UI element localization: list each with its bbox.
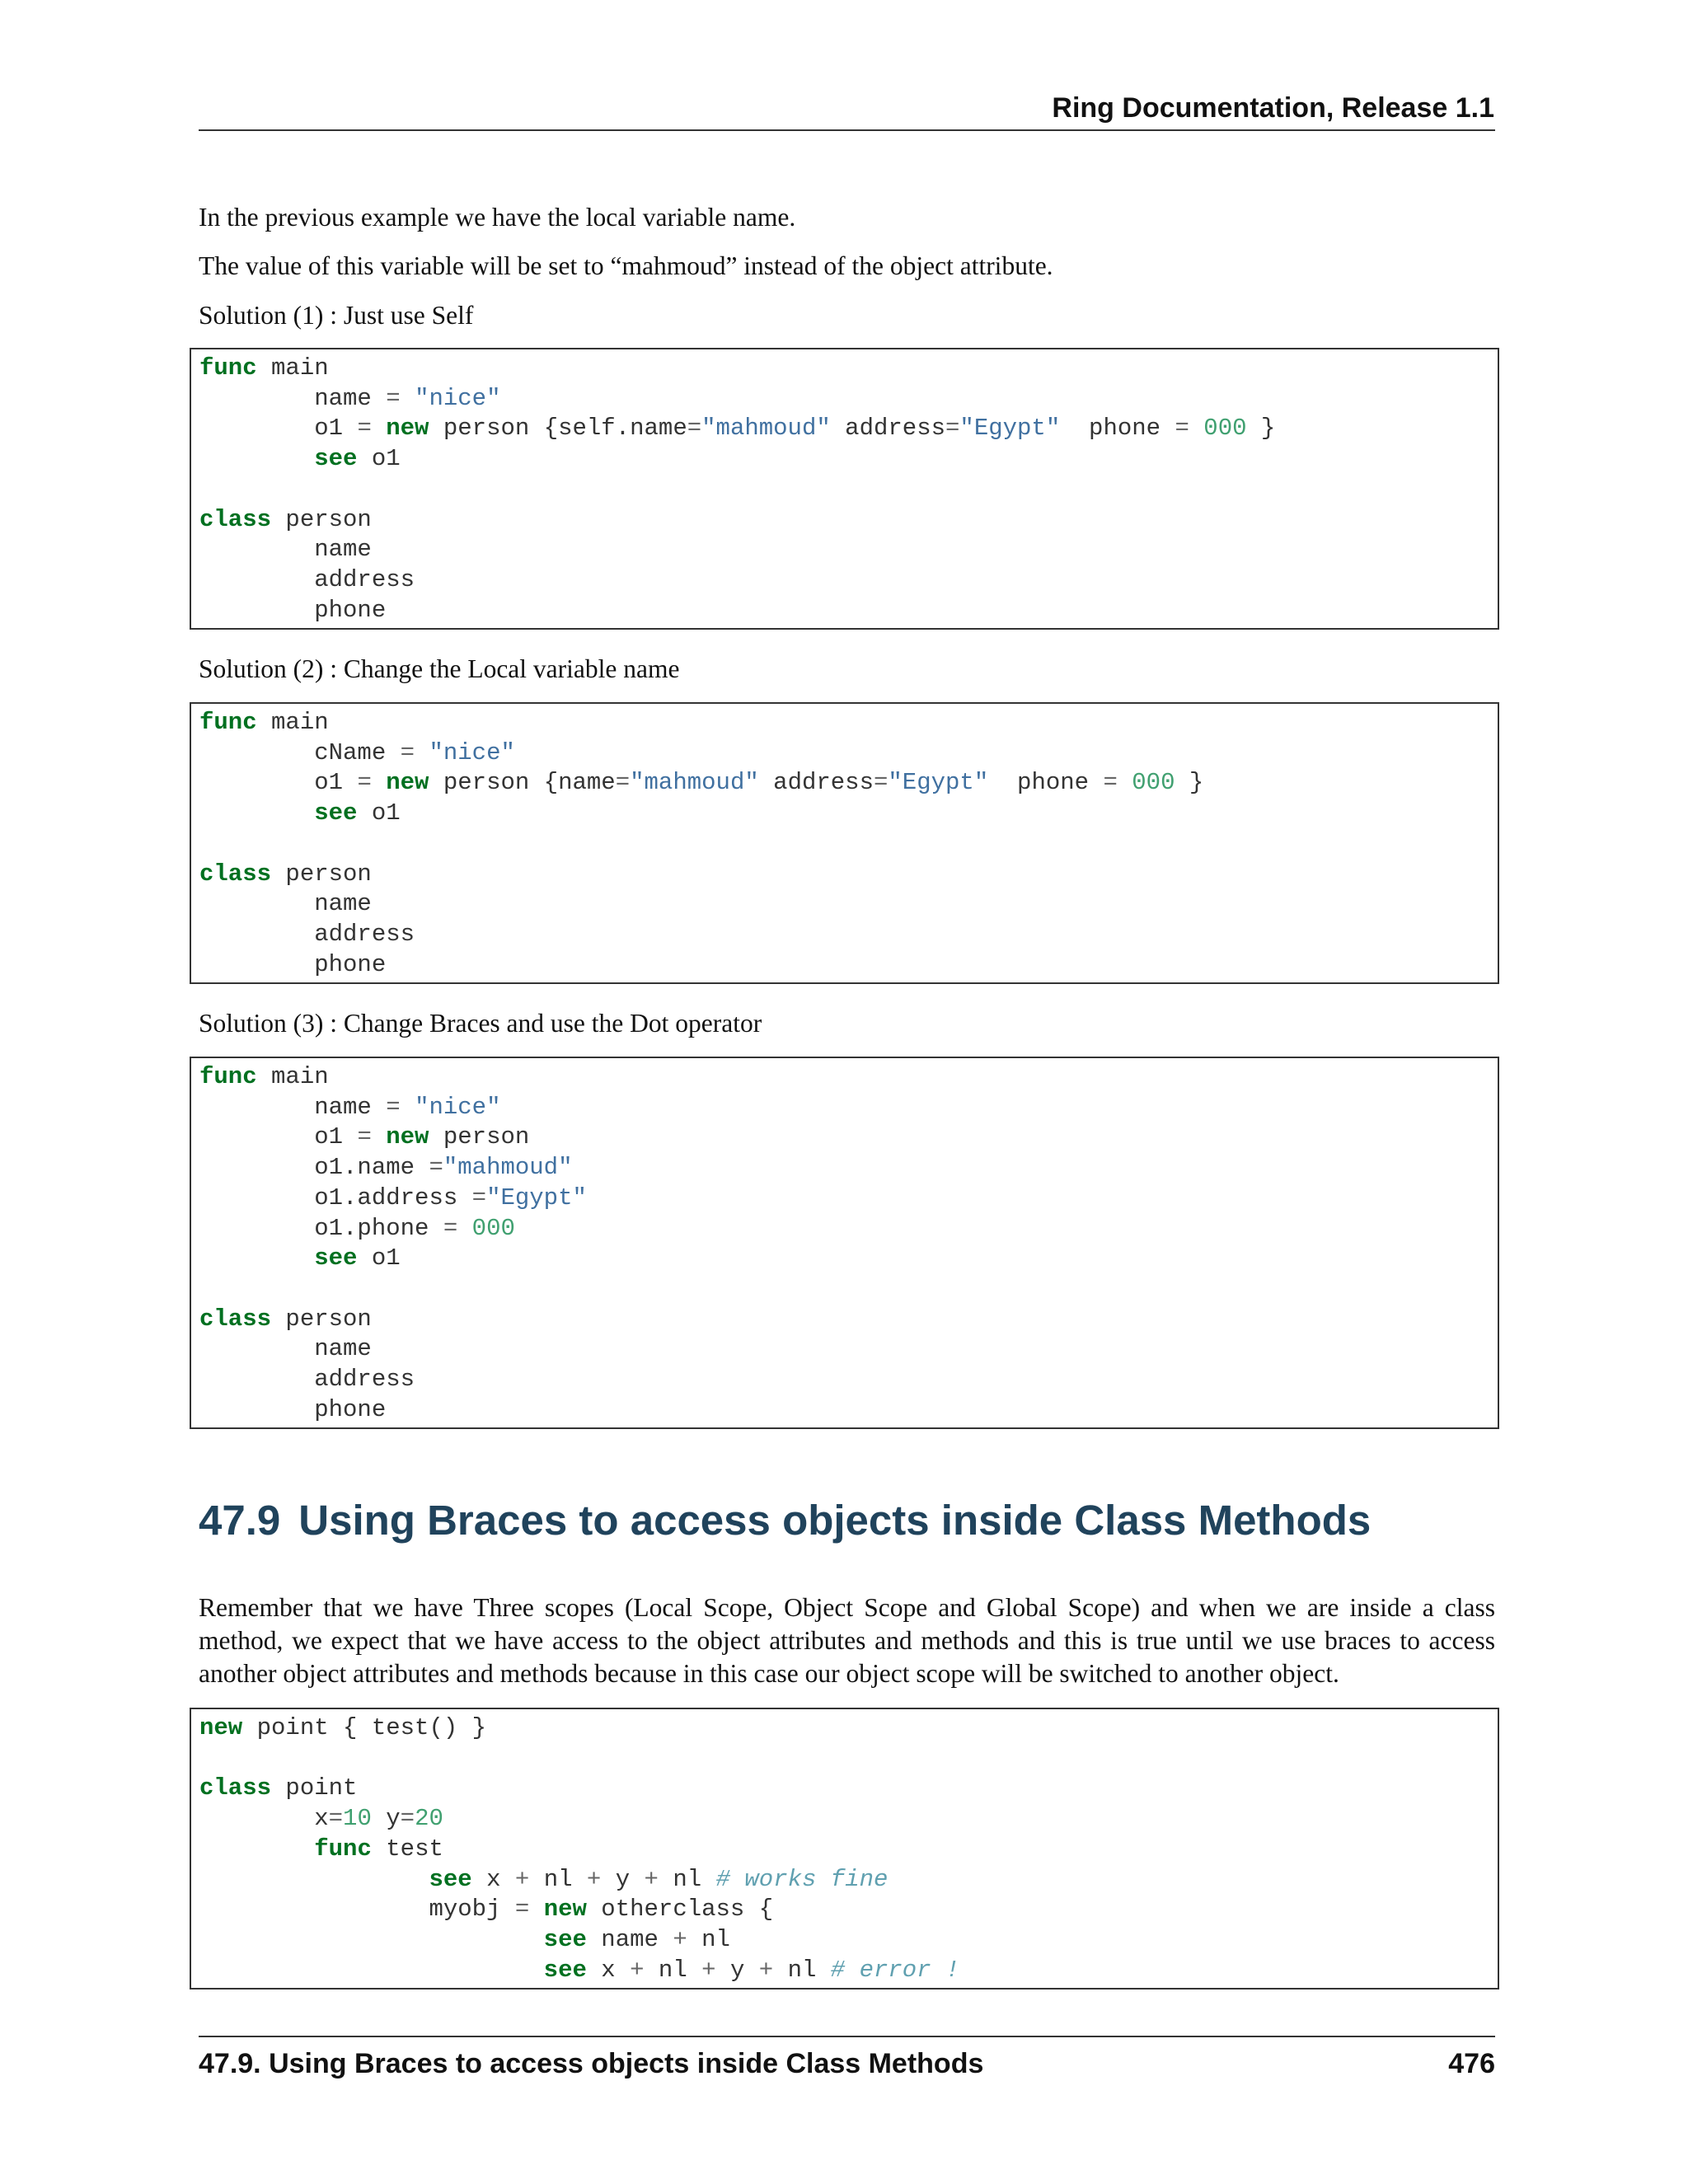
code-token: "Egypt" <box>959 415 1061 443</box>
code-token <box>199 1926 544 1953</box>
code-token: phone <box>1060 415 1175 443</box>
code-token: 20 <box>415 1805 443 1833</box>
code-token: phone <box>988 769 1104 797</box>
code-token: name <box>199 536 372 564</box>
code-token: + <box>644 1865 659 1893</box>
code-token: main <box>256 709 329 736</box>
code-block-solution-2 <box>190 702 1499 984</box>
code-token: "mahmoud" <box>701 415 831 443</box>
code-token: 000 <box>1203 415 1247 443</box>
code-token <box>372 1123 386 1151</box>
code-token: see <box>314 445 358 473</box>
code-token: person <box>271 1305 372 1333</box>
solution-1-label: Solution (1) : Just use Self <box>199 301 474 330</box>
code-token: new <box>199 1714 243 1741</box>
code-token: "nice" <box>415 1093 501 1121</box>
code-token <box>199 1835 314 1863</box>
code-token: = <box>400 738 415 766</box>
code-block-braces-example <box>190 1708 1499 1990</box>
code-token: func <box>199 354 257 382</box>
code-token: = <box>514 1896 530 1924</box>
code-token: test <box>371 1835 443 1863</box>
code-token: = <box>357 415 372 443</box>
code-token: o1 <box>357 799 401 827</box>
code-token: + <box>701 1956 716 1984</box>
code-token <box>372 415 386 442</box>
section-title-text: Using Braces to access objects inside Class Methods <box>298 1497 1372 1544</box>
footer-rule <box>199 2036 1495 2037</box>
code-token: = <box>328 1805 344 1833</box>
code-token: see <box>543 1925 587 1953</box>
code-block-solution-3 <box>190 1057 1499 1429</box>
code-listing <box>191 1058 1498 1425</box>
code-token: new <box>386 415 429 443</box>
code-token: = <box>357 769 372 797</box>
code-token: "Egypt" <box>486 1183 587 1212</box>
code-token <box>401 1094 415 1121</box>
section-paragraph: Remember that we have Three scopes (Local Scope, Object Scope and Global Scope) and when we are inside a class method, we expect that we have access to the object attributes and methods and this is true until we use braces to access another object attributes and methods because in this case our object scope will be switched to another object. <box>199 1593 1495 1688</box>
code-token: person <box>271 860 372 888</box>
code-token: # works fine <box>715 1865 889 1893</box>
code-token: 000 <box>1132 769 1175 797</box>
code-token: 000 <box>471 1214 515 1242</box>
code-token: func <box>314 1835 372 1863</box>
code-token: class <box>199 1305 272 1333</box>
code-token: address <box>199 1366 415 1394</box>
code-token: cName <box>199 738 401 766</box>
code-token: phone <box>199 596 387 624</box>
code-token: = <box>357 1123 372 1151</box>
code-token: see <box>314 1244 358 1272</box>
code-token: person {name <box>429 769 616 797</box>
code-token: nl <box>658 1865 716 1893</box>
footer-section-title: 47.9. Using Braces to access objects inside Class Methods <box>199 2048 984 2079</box>
code-token: see <box>314 799 358 827</box>
code-token: new <box>543 1896 587 1924</box>
intro-paragraph-1: In the previous example we have the local variable name. <box>199 203 796 232</box>
code-token <box>199 799 314 827</box>
code-listing <box>191 1709 1498 1985</box>
code-token: o1 <box>199 769 358 797</box>
code-token: = <box>1103 769 1118 797</box>
code-token: = <box>687 415 702 443</box>
code-token: address <box>199 565 415 593</box>
code-token: nl <box>529 1865 587 1893</box>
code-token: point { test() } <box>242 1714 487 1741</box>
code-token: nl <box>644 1956 702 1984</box>
code-token: address <box>199 920 415 948</box>
code-token: } <box>1246 415 1276 443</box>
code-token: person <box>271 505 372 533</box>
code-token: see <box>543 1956 587 1984</box>
code-token: = <box>615 769 631 797</box>
code-token: main <box>256 1063 329 1090</box>
code-token: = <box>443 1214 458 1242</box>
code-token: y <box>371 1805 401 1833</box>
code-token: address <box>830 415 946 443</box>
code-token <box>401 385 415 412</box>
section-number: 47.9 <box>199 1497 281 1544</box>
code-token: } <box>1175 769 1204 797</box>
code-token <box>199 445 314 472</box>
page-number: 476 <box>1448 2048 1495 2079</box>
code-token: o1.phone <box>199 1214 443 1242</box>
code-token: 10 <box>343 1805 372 1833</box>
code-token: x <box>471 1865 515 1893</box>
code-token: = <box>874 769 889 797</box>
code-token: myobj <box>199 1896 515 1924</box>
code-token: = <box>386 384 401 412</box>
code-token: + <box>630 1956 645 1984</box>
code-token: o1.address <box>199 1183 472 1212</box>
code-token: x <box>199 1805 329 1833</box>
solution-2-label: Solution (2) : Change the Local variable name <box>199 654 680 683</box>
code-token: new <box>386 1123 429 1151</box>
code-token: class <box>199 1774 272 1802</box>
code-token <box>1189 415 1203 442</box>
code-token <box>529 1896 543 1923</box>
code-token: func <box>199 1063 257 1090</box>
code-token: = <box>386 1093 401 1121</box>
code-token: o1.name <box>199 1154 429 1182</box>
code-token: main <box>256 354 329 382</box>
header-rule <box>199 129 1495 131</box>
code-token: o1 <box>199 415 358 443</box>
code-token: + <box>514 1865 530 1893</box>
code-token: = <box>429 1154 443 1182</box>
code-token: person <box>429 1123 530 1151</box>
code-token <box>199 1866 429 1893</box>
running-header: Ring Documentation, Release 1.1 <box>1052 92 1494 124</box>
code-token: + <box>586 1865 602 1893</box>
code-listing <box>191 704 1498 980</box>
code-token <box>199 1244 314 1272</box>
code-token: = <box>400 1805 415 1833</box>
code-token: class <box>199 505 272 533</box>
code-listing <box>191 349 1498 626</box>
solution-3-label: Solution (3) : Change Braces and use the Dot operator <box>199 1009 762 1038</box>
code-token: = <box>471 1183 487 1212</box>
code-token: + <box>673 1925 687 1953</box>
code-block-solution-1 <box>190 348 1499 630</box>
code-token: "mahmoud" <box>443 1154 573 1182</box>
code-token: o1 <box>199 1123 358 1151</box>
code-token <box>1118 769 1132 796</box>
code-token: name <box>199 890 372 918</box>
code-token: func <box>199 709 257 736</box>
code-token: "mahmoud" <box>630 769 759 797</box>
code-token: = <box>945 415 960 443</box>
code-token: x <box>586 1956 631 1984</box>
code-token <box>415 739 429 766</box>
code-token: y <box>715 1956 759 1984</box>
code-token: nl <box>773 1956 831 1984</box>
code-token: point <box>271 1774 358 1802</box>
code-token: y <box>601 1865 645 1893</box>
code-token: o1 <box>357 1244 401 1272</box>
code-token: address <box>758 769 874 797</box>
code-token: phone <box>199 950 387 978</box>
code-token: = <box>1175 415 1189 443</box>
section-heading <box>199 1496 1371 1544</box>
code-token: name <box>586 1925 673 1953</box>
page-footer <box>199 2048 1495 2080</box>
code-token <box>199 1957 544 1984</box>
code-token: person {self.name <box>429 415 687 443</box>
code-token: nl <box>687 1925 730 1953</box>
code-token: "nice" <box>429 738 515 766</box>
intro-paragraph-2: The value of this variable will be set to “mahmoud” instead of the object attribute. <box>199 251 1053 280</box>
code-token: o1 <box>357 445 401 473</box>
code-token: "nice" <box>415 384 501 412</box>
code-token: otherclass { <box>586 1896 774 1924</box>
code-token: new <box>386 769 429 797</box>
code-token: "Egypt" <box>888 769 989 797</box>
code-token: see <box>429 1865 472 1893</box>
code-token <box>457 1215 471 1242</box>
code-token: phone <box>199 1395 387 1423</box>
code-token: + <box>758 1956 774 1984</box>
code-token: name <box>199 1093 387 1121</box>
code-token <box>372 769 386 796</box>
code-token: class <box>199 860 272 888</box>
code-token: name <box>199 1335 372 1363</box>
code-token: # error ! <box>830 1956 960 1984</box>
code-token: name <box>199 384 387 412</box>
